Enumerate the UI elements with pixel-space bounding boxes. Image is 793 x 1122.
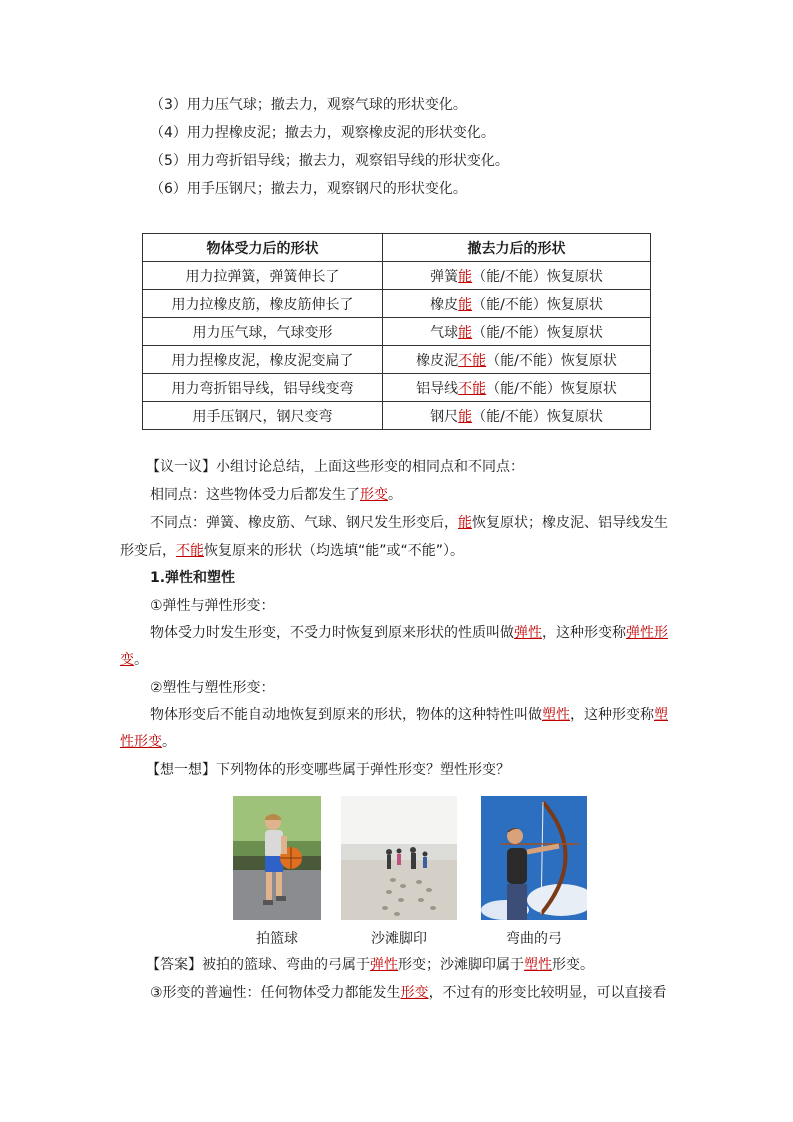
answer-fill: 不能 bbox=[458, 380, 487, 397]
archer-illustration bbox=[481, 796, 587, 920]
cell-pre: 橡皮 bbox=[430, 296, 459, 313]
section-title: 1.弹性和塑性 bbox=[150, 570, 236, 586]
plasticity-para-line1 bbox=[150, 705, 668, 725]
table-row bbox=[143, 374, 651, 402]
header-after-removal: 撤去力后的形状 bbox=[383, 234, 651, 262]
answer-fill: 形变 bbox=[400, 985, 429, 1001]
text-run: ，这种形变称 bbox=[570, 707, 654, 723]
text-run: 恢复原状；橡皮泥、铝导线发生 bbox=[472, 515, 668, 531]
answer-fill: 不能 bbox=[458, 352, 487, 369]
answer-fill: 变 bbox=[120, 652, 134, 668]
discuss-diff-line1 bbox=[150, 513, 668, 533]
cell-pre: 气球 bbox=[430, 324, 459, 341]
cell-pre: 弹簧 bbox=[430, 268, 459, 285]
cell-post: （能/不能）恢复原状 bbox=[486, 352, 617, 369]
cell-post: （能/不能）恢复原状 bbox=[472, 408, 603, 425]
cell-pre: 橡皮泥 bbox=[416, 352, 459, 369]
table-row bbox=[143, 262, 651, 290]
cell-post: （能/不能）恢复原状 bbox=[472, 324, 603, 341]
answer-fill: 弹性形 bbox=[626, 625, 668, 641]
cell-left: 用力弯折铝导线，铝导线变弯 bbox=[143, 374, 383, 402]
cell-left: 用力拉橡皮筋，橡皮筋伸长了 bbox=[143, 290, 383, 318]
text-run: ③形变的普遍性：任何物体受力都能发生 bbox=[150, 985, 401, 1001]
text-run: 相同点：这些物体受力后都发生了 bbox=[150, 487, 360, 503]
table-row bbox=[143, 346, 651, 374]
bow-archer-photo bbox=[481, 796, 587, 920]
caption-bow: 弯曲的弓 bbox=[506, 931, 562, 947]
text-run: ，这种形变称 bbox=[542, 625, 626, 641]
answer-fill: 能 bbox=[458, 324, 473, 341]
cell-post: （能/不能）恢复原状 bbox=[472, 296, 603, 313]
header-after-force: 物体受力后的形状 bbox=[143, 234, 383, 262]
basketball-photo bbox=[233, 796, 321, 920]
text-run: 物体形变后不能自动地恢复到原来的形状，物体的这种特性叫做 bbox=[150, 707, 542, 723]
table-header-row bbox=[143, 234, 651, 262]
universality-line bbox=[150, 983, 667, 1003]
answer-fill: 塑性 bbox=[542, 707, 570, 723]
text-run: 形变。 bbox=[552, 957, 594, 973]
text-run: 形变；沙滩脚印属于 bbox=[398, 957, 524, 973]
text-run: 恢复原来的形状（均选填“能”或“不能”）。 bbox=[204, 543, 465, 559]
beach-illustration bbox=[341, 796, 457, 920]
answer-line bbox=[146, 955, 594, 975]
step-3: （3）用力压气球；撤去力，观察气球的形状变化。 bbox=[150, 97, 467, 113]
answer-fill: 能 bbox=[458, 268, 473, 285]
step-5: （5）用力弯折铝导线；撤去力，观察铝导线的形状变化。 bbox=[150, 153, 509, 169]
step-6: （6）用手压钢尺；撤去力，观察钢尺的形状变化。 bbox=[150, 181, 467, 197]
caption-beach: 沙滩脚印 bbox=[371, 931, 427, 947]
text-run: 【答案】被拍的篮球、弯曲的弓属于 bbox=[146, 957, 370, 973]
text-run: 形变后， bbox=[120, 543, 176, 559]
text-run: 。 bbox=[388, 487, 402, 503]
cell-right bbox=[383, 290, 651, 318]
answer-fill: 弹性 bbox=[370, 957, 398, 973]
text-run: 。 bbox=[134, 652, 148, 668]
cell-post: （能/不能）恢复原状 bbox=[472, 268, 603, 285]
basketball-illustration bbox=[233, 796, 321, 920]
discuss-diff-line2 bbox=[120, 541, 464, 561]
table-row bbox=[143, 290, 651, 318]
step-4: （4）用力捏橡皮泥；撤去力，观察橡皮泥的形状变化。 bbox=[150, 125, 495, 141]
table-row bbox=[143, 318, 651, 346]
cell-right bbox=[383, 402, 651, 430]
answer-fill: 塑 bbox=[654, 707, 668, 723]
subheading-plasticity: ②塑性与塑性形变： bbox=[150, 680, 275, 696]
answer-fill: 弹性 bbox=[514, 625, 542, 641]
subheading-elasticity: ①弹性与弹性形变： bbox=[150, 598, 275, 614]
table-row bbox=[143, 402, 651, 430]
cell-right bbox=[383, 318, 651, 346]
answer-fill: 能 bbox=[458, 515, 472, 531]
think-question: 【想一想】下列物体的形变哪些属于弹性形变？塑性形变？ bbox=[146, 762, 510, 778]
cell-left: 用力拉弹簧，弹簧伸长了 bbox=[143, 262, 383, 290]
cell-post: （能/不能）恢复原状 bbox=[486, 380, 617, 397]
answer-fill: 形变 bbox=[360, 487, 388, 503]
text-run: 。 bbox=[162, 734, 176, 750]
cell-pre: 钢尺 bbox=[430, 408, 459, 425]
cell-right bbox=[383, 262, 651, 290]
text-run: 物体受力时发生形变，不受力时恢复到原来形状的性质叫做 bbox=[150, 625, 514, 641]
discuss-same bbox=[150, 485, 402, 505]
cell-left: 用力捏橡皮泥，橡皮泥变扁了 bbox=[143, 346, 383, 374]
answer-fill: 不能 bbox=[176, 543, 204, 559]
plasticity-para-line2 bbox=[120, 732, 176, 752]
cell-pre: 铝导线 bbox=[416, 380, 459, 397]
observation-table bbox=[142, 233, 651, 430]
elasticity-para-line2 bbox=[120, 650, 148, 670]
cell-left: 用力压气球，气球变形 bbox=[143, 318, 383, 346]
cell-right bbox=[383, 346, 651, 374]
discuss-intro: 【议一议】小组讨论总结，上面这些形变的相同点和不同点： bbox=[146, 459, 524, 475]
answer-fill: 塑性 bbox=[524, 957, 552, 973]
beach-footprints-photo bbox=[341, 796, 457, 920]
text-run: ，不过有的形变比较明显，可以直接看 bbox=[428, 985, 667, 1001]
cell-left: 用手压钢尺，钢尺变弯 bbox=[143, 402, 383, 430]
elasticity-para-line1 bbox=[150, 623, 668, 643]
caption-basketball: 拍篮球 bbox=[256, 931, 298, 947]
answer-fill: 能 bbox=[458, 296, 473, 313]
cell-right bbox=[383, 374, 651, 402]
answer-fill: 性形变 bbox=[120, 734, 162, 750]
text-run: 不同点：弹簧、橡皮筋、气球、钢尺发生形变后， bbox=[150, 515, 458, 531]
answer-fill: 能 bbox=[458, 408, 473, 425]
